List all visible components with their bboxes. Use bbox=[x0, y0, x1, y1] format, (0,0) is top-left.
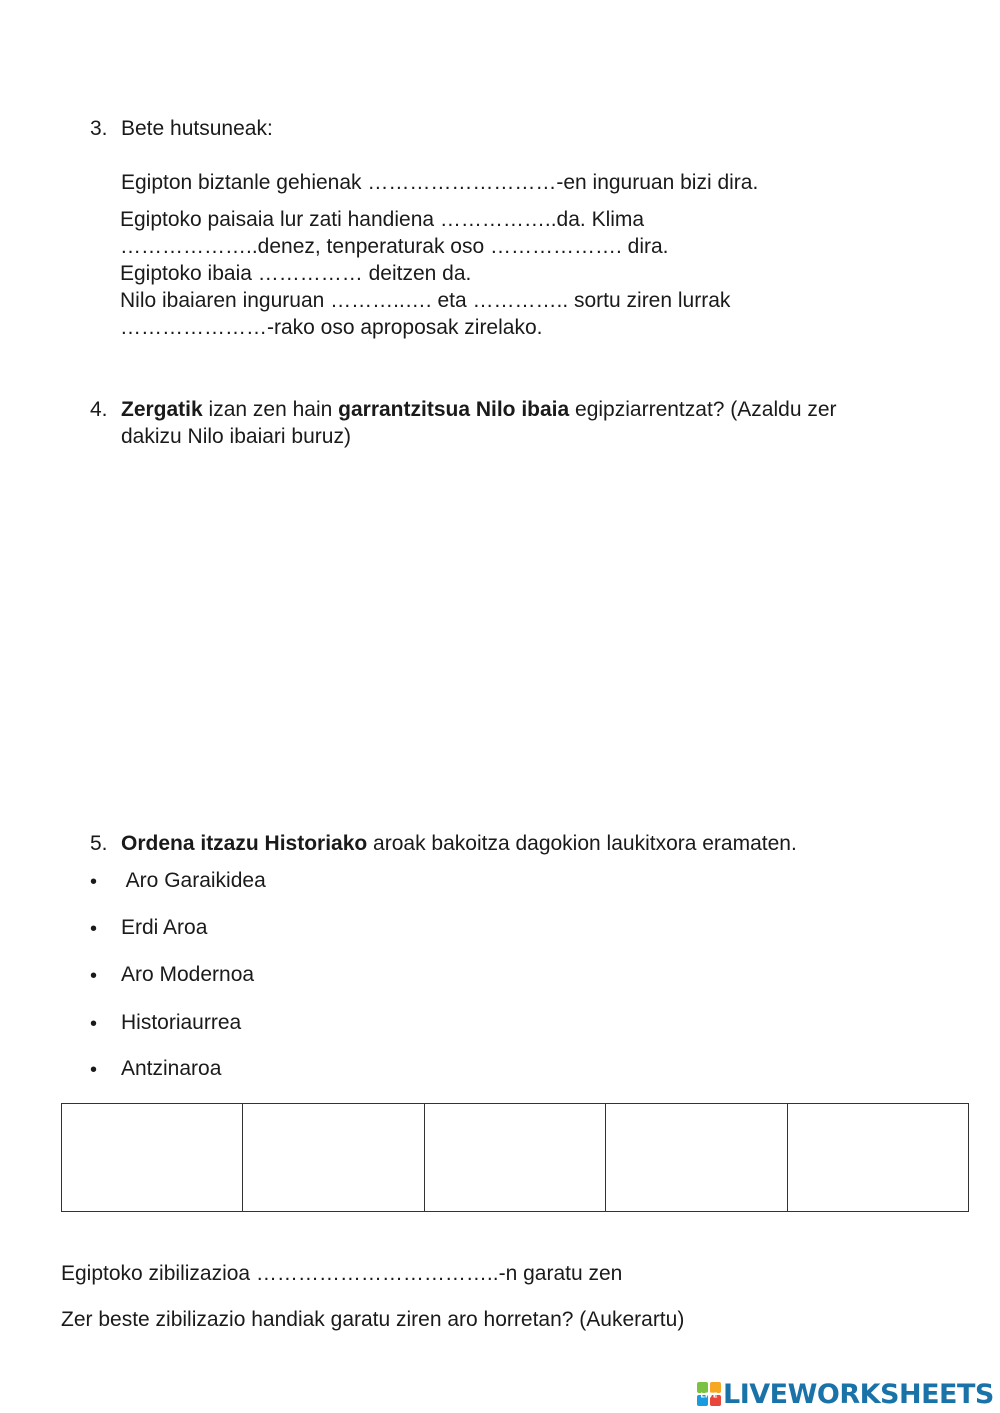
era-drop-table bbox=[61, 1103, 969, 1212]
drop-box-1[interactable] bbox=[62, 1104, 243, 1212]
era-item-label: Erdi Aroa bbox=[121, 916, 208, 939]
q5-question bbox=[121, 831, 797, 856]
q4-question-line-1 bbox=[121, 397, 837, 422]
q3-number: 3. bbox=[90, 117, 108, 140]
drop-box-5[interactable] bbox=[787, 1104, 968, 1212]
liveworksheets-wordmark: LIVEWORKSHEETS bbox=[723, 1378, 994, 1410]
logo-mark-text: LIVE bbox=[700, 1391, 718, 1400]
q3-line-4: Egiptoko ibaia …………… deitzen da. bbox=[120, 262, 472, 285]
q4-text-1: izan zen hain bbox=[202, 398, 339, 421]
q3-line-3: ………………..denez, tenperaturak oso ………………. dira. bbox=[120, 235, 669, 258]
q4-bold-2: garrantzitsua Nilo ibaia bbox=[338, 398, 570, 421]
q3-line-6: …………………-rako oso aproposak zirelako. bbox=[120, 316, 543, 339]
q3-line-2: Egiptoko paisaia lur zati handiena ……………..da. Klima bbox=[120, 208, 645, 231]
q3-line-5: Nilo ibaiaren inguruan ………..…. eta ………….. sortu ziren lurrak bbox=[120, 289, 731, 312]
q3-title: Bete hutsuneak: bbox=[121, 117, 273, 140]
q5-bold: Ordena itzazu Historiako bbox=[121, 832, 368, 855]
bullet-icon: • bbox=[90, 1059, 98, 1081]
footer-line-1: Egiptoko zibilizazioa ……………………………..-n garatu zen bbox=[61, 1262, 623, 1285]
footer-line-2: Zer beste zibilizazio handiak garatu ziren aro horretan? (Aukerartu) bbox=[61, 1308, 685, 1331]
era-item-label: Antzinaroa bbox=[121, 1057, 222, 1080]
q4-text-2: egipziarrentzat? (Azaldu zer bbox=[569, 398, 837, 421]
drop-box-2[interactable] bbox=[243, 1104, 424, 1212]
q4-question-line-2: dakizu Nilo ibaiari buruz) bbox=[121, 425, 351, 448]
bullet-icon: • bbox=[90, 965, 98, 987]
era-item-label: Aro Garaikidea bbox=[121, 869, 266, 892]
q4-number: 4. bbox=[90, 398, 108, 421]
q3-line-1: Egipton biztanle gehienak ………………………-en inguruan bizi dira. bbox=[121, 171, 759, 194]
era-item-label: Historiaurrea bbox=[121, 1011, 242, 1034]
bullet-icon: • bbox=[90, 871, 98, 893]
q5-number: 5. bbox=[90, 832, 108, 855]
drop-box-3[interactable] bbox=[424, 1104, 605, 1212]
drop-box-4[interactable] bbox=[606, 1104, 787, 1212]
liveworksheets-mark-icon bbox=[697, 1382, 721, 1406]
bullet-icon: • bbox=[90, 918, 98, 940]
era-item-label: Aro Modernoa bbox=[121, 963, 255, 986]
q4-bold-1: Zergatik bbox=[121, 398, 203, 421]
liveworksheets-logo bbox=[697, 1378, 994, 1410]
bullet-icon: • bbox=[90, 1013, 98, 1035]
q5-text: aroak bakoitza dagokion laukitxora eramaten. bbox=[367, 832, 797, 855]
